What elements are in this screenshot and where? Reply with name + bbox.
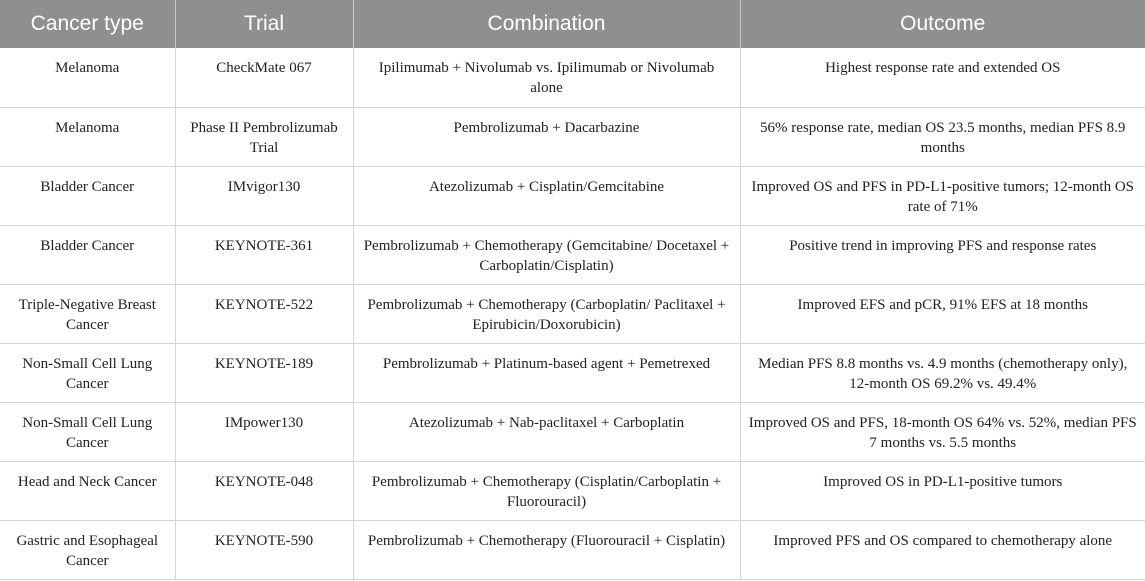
cell-trial: KEYNOTE-189 <box>175 343 353 402</box>
cell-outcome: Positive trend in improving PFS and response rates <box>740 225 1145 284</box>
cell-cancer-type: Melanoma <box>0 107 175 166</box>
table-row <box>0 402 1145 461</box>
cell-cancer-type: Bladder Cancer <box>0 166 175 225</box>
cell-trial: CheckMate 067 <box>175 48 353 107</box>
cell-outcome: Improved OS and PFS, 18-month OS 64% vs. 52%, median PFS 7 months vs. 5.5 months <box>740 402 1145 461</box>
table-row <box>0 343 1145 402</box>
cell-combination: Ipilimumab + Nivolumab vs. Ipilimumab or Nivolumab alone <box>353 48 740 107</box>
cell-outcome: 56% response rate, median OS 23.5 months, median PFS 8.9 months <box>740 107 1145 166</box>
cell-outcome: Improved PFS and OS compared to chemotherapy alone <box>740 520 1145 579</box>
table-body <box>0 48 1145 579</box>
table-row <box>0 48 1145 107</box>
cell-combination: Pembrolizumab + Dacarbazine <box>353 107 740 166</box>
header-combination: Combination <box>353 0 740 48</box>
cell-cancer-type: Gastric and Esophageal Cancer <box>0 520 175 579</box>
table-row <box>0 520 1145 579</box>
cell-combination: Pembrolizumab + Platinum-based agent + Pemetrexed <box>353 343 740 402</box>
header-row <box>0 0 1145 48</box>
table-header <box>0 0 1145 48</box>
cell-trial: IMpower130 <box>175 402 353 461</box>
cell-combination: Atezolizumab + Cisplatin/Gemcitabine <box>353 166 740 225</box>
cell-cancer-type: Bladder Cancer <box>0 225 175 284</box>
table-row <box>0 166 1145 225</box>
cell-combination: Pembrolizumab + Chemotherapy (Carboplatin/ Paclitaxel + Epirubicin/Doxorubicin) <box>353 284 740 343</box>
cell-combination: Pembrolizumab + Chemotherapy (Cisplatin/Carboplatin + Fluorouracil) <box>353 461 740 520</box>
cell-combination: Pembrolizumab + Chemotherapy (Fluorouracil + Cisplatin) <box>353 520 740 579</box>
table-row <box>0 461 1145 520</box>
cell-outcome: Improved OS and PFS in PD-L1-positive tumors; 12-month OS rate of 71% <box>740 166 1145 225</box>
table-row <box>0 107 1145 166</box>
cell-cancer-type: Non-Small Cell Lung Cancer <box>0 402 175 461</box>
table-row <box>0 284 1145 343</box>
cell-outcome: Improved EFS and pCR, 91% EFS at 18 months <box>740 284 1145 343</box>
cell-cancer-type: Triple-Negative Breast Cancer <box>0 284 175 343</box>
header-trial: Trial <box>175 0 353 48</box>
cell-outcome: Improved OS in PD-L1-positive tumors <box>740 461 1145 520</box>
cell-trial: KEYNOTE-522 <box>175 284 353 343</box>
cell-combination: Atezolizumab + Nab-paclitaxel + Carboplatin <box>353 402 740 461</box>
header-outcome: Outcome <box>740 0 1145 48</box>
cell-trial: KEYNOTE-590 <box>175 520 353 579</box>
cell-cancer-type: Head and Neck Cancer <box>0 461 175 520</box>
cell-outcome: Highest response rate and extended OS <box>740 48 1145 107</box>
table-row <box>0 225 1145 284</box>
cell-combination: Pembrolizumab + Chemotherapy (Gemcitabine/ Docetaxel + Carboplatin/Cisplatin) <box>353 225 740 284</box>
cell-cancer-type: Melanoma <box>0 48 175 107</box>
cell-trial: Phase II Pembrolizumab Trial <box>175 107 353 166</box>
cell-trial: IMvigor130 <box>175 166 353 225</box>
cell-outcome: Median PFS 8.8 months vs. 4.9 months (chemotherapy only), 12-month OS 69.2% vs. 49.4% <box>740 343 1145 402</box>
header-cancer-type: Cancer type <box>0 0 175 48</box>
cell-cancer-type: Non-Small Cell Lung Cancer <box>0 343 175 402</box>
cell-trial: KEYNOTE-048 <box>175 461 353 520</box>
cell-trial: KEYNOTE-361 <box>175 225 353 284</box>
